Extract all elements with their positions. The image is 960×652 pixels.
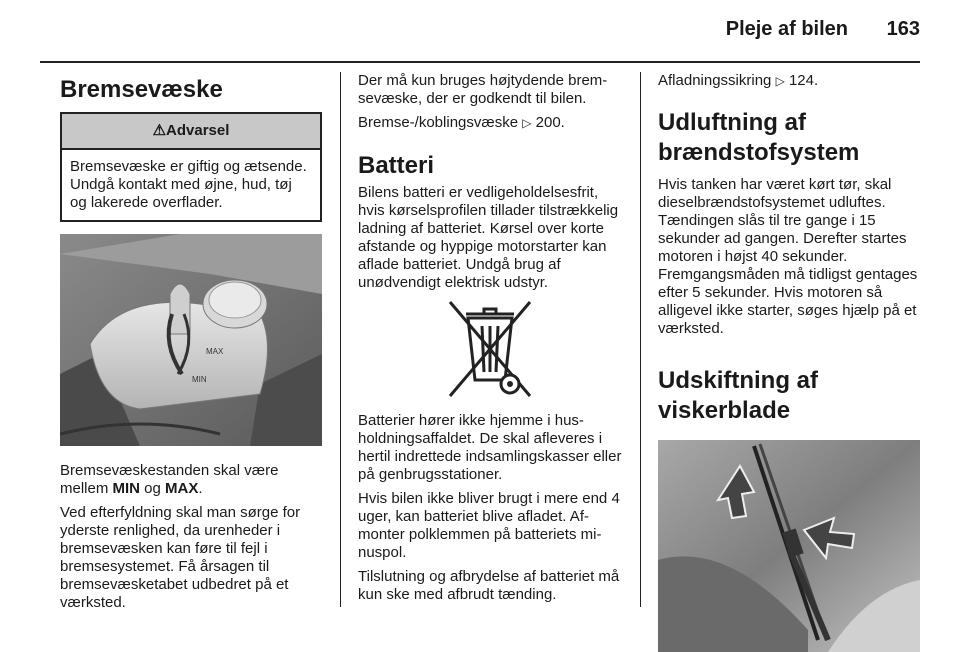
- page-reference-link[interactable]: 200.: [535, 114, 565, 131]
- heading-brake-fluid: Bremsevæske: [60, 76, 223, 103]
- header-title: Pleje af bilen: [725, 18, 848, 40]
- heading-fuel-bleeding: Udluftning af brændstofsystem: [658, 109, 860, 166]
- paragraph-battery-disposal: Batterier hører ikke hjemme i husholdningsaffaldet. De skal afleveres i hertil indrettede indsamlingskasser eller på genbrugsstationer.: [358, 412, 622, 483]
- heading-wiper-blades: Udskiftning af viskerblade: [658, 367, 818, 424]
- brake-fluid-reservoir-photo: [60, 234, 322, 446]
- paragraph-battery-discharge: Hvis bilen ikke bliver brugt i mere end 4 uger, kan batteriet blive afladet. Afmonter polklemmen på batteriets minuspol.: [358, 490, 620, 561]
- page-reference-arrow-icon: ▷: [775, 74, 785, 88]
- warning-header: [62, 114, 320, 150]
- heading-battery: Batteri: [358, 152, 435, 179]
- warning-text: Bremsevæske er giftig og ætsende. Undgå kontakt med øjne, hud, tøj og lakerede overflader.: [70, 158, 307, 211]
- paragraph-refill: Ved efterfyldning skal man sørge for yderste renlighed, da urenheder i bremsevæsken kan føre til fejl i bremsesystemet. Få årsagen til bremsevæsketabet udbedret på et værksted.: [60, 504, 301, 611]
- warning-title: Advarsel: [166, 122, 230, 139]
- paragraph-brake-fluid-ref: Bremse-/koblingsvæske ▷ 200.: [358, 114, 565, 131]
- label-min: MIN: [112, 480, 141, 497]
- column-3: [658, 72, 922, 652]
- page-reference-link[interactable]: 124.: [788, 72, 819, 89]
- page-reference-arrow-icon: ▷: [522, 116, 532, 130]
- wiper-blade-photo: [658, 440, 920, 652]
- column-divider-1: [340, 72, 341, 607]
- photo-label-max: MAX: [206, 347, 224, 356]
- label-max: MAX: [165, 480, 199, 497]
- header-rule: [40, 61, 920, 63]
- page-number: 163: [886, 18, 920, 40]
- paragraph-fluid-level: Bremsevæskestanden skal være mellem MIN og MAX.: [60, 462, 279, 497]
- crossed-out-bin-icon: [440, 298, 540, 400]
- paragraph-discharge-protection-ref: Afladningssikring ▷ 124.: [658, 72, 819, 89]
- paragraph-battery: Bilens batteri er vedligeholdelsesfrit, hvis kørselsprofilen tillader tilstrækkelig ladning af batteriet. Kørsel over korte afstande og hyppige motorstarter kan aflade batteriet. Undgå brug af unødvendigt elektrisk udstyr.: [358, 184, 619, 291]
- paragraph-battery-connect: Tilslutning og afbrydelse af batteriet må kun ske med afbrudt tænding.: [358, 568, 620, 603]
- column-1: [60, 72, 322, 618]
- warning-triangle-icon: ⚠: [152, 122, 167, 139]
- warning-box: [60, 112, 322, 222]
- paragraph-brake-fluid-quality: Der må kun bruges højtydende bremsevæske, der er godkendt til bilen.: [358, 72, 608, 107]
- column-divider-2: [640, 72, 641, 607]
- photo-label-min: MIN: [192, 375, 207, 384]
- paragraph-fuel-bleeding: Hvis tanken har været kørt tør, skal dieselbrændstofsystemet udluftes. Tændingen slås til tre gange i 15 sekunder ad gangen. Derefter startes motoren i højst 40 sekunder. Fremgangsmåden må tidligst gentages efter 5 sekunder. Hvis motoren så alligevel ikke starter, søges hjælp på et værksted.: [658, 176, 918, 337]
- column-2: [358, 72, 622, 610]
